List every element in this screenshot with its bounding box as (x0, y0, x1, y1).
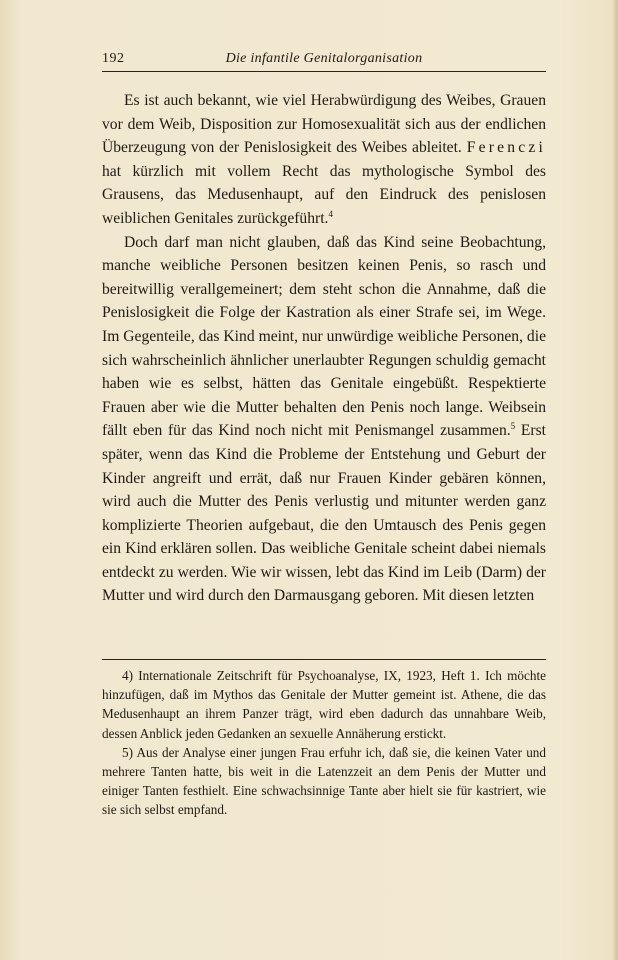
paragraph-2-text-a: Doch darf man nicht glauben, daß das Kind seine Beobachtung, manche weibliche Personen besitzen keinen Penis, so rasch und bereitwillig verallgemeinert; dem steht schon die Annahme, daß die Penislosigkeit die Folge der Kastration als einer Strafe sei, im Wege. Im Gegenteile, das Kind meint, nur unwürdige weibliche Personen, die sich wahrscheinlich ähnlicher unerlaubter Regungen schuldig gemacht haben wie es selbst, hätten das Genitale eingebüßt. Respektierte Frauen aber wie die Mutter behalten den Penis noch lange. Weibsein fällt eben für das Kind noch nicht mit Penismangel zusammen. (102, 233, 546, 440)
footnote-ref-4: 4 (328, 208, 333, 219)
footnote-divider (102, 659, 546, 660)
footnotes (102, 666, 546, 820)
main-text (102, 89, 546, 608)
page-header (102, 51, 546, 72)
paragraph-2-text-b: Erst später, wenn das Kind die Probleme der Entstehung und Geburt der Kinder angreift und errät, daß nur Frauen Kinder gebären können, wird auch die Mutter des Penis verlustig und mitunter werden ganz komplizierte Theorien aufgebaut, die den Umtausch des Penis gegen ein Kind erklären sollen. Das weibliche Genitale scheint dabei niemals entdeckt zu werden. Wie wir wissen, lebt das Kind im Leib (Darm) der Mutter und wird durch den Darmausgang geboren. Mit diesen letzten (102, 422, 546, 605)
footnote-ref-5: 5 (510, 421, 516, 432)
footnote-5: 5) Aus der Analyse einer jungen Frau erfuhr ich, daß sie, die keinen Vater und mehrere Tanten hatte, bis weit in die Latenzzeit an dem Penis der Mutter und einiger Tanten festhielt. Eine schwachsinnige Tante aber hielt sie für kastriert, wie sie sich selbst empfand. (102, 744, 546, 818)
page-number: 192 (102, 51, 125, 66)
footnote-4: 4) Internationale Zeitschrift für Psychoanalyse, IX, 1923, Heft 1. Ich möchte hinzufügen, daß im Mythos das Genitale der Mutter gemeint ist. Athene, die das Medusenhaupt an ihrem Panzer trägt, wird eben dadurch das unnahbare Weib, dessen Anblick jeden Gedanken an sexuelle Annäherung erstickt. (102, 668, 546, 741)
paragraph-2 (102, 231, 546, 609)
paragraph-1-text-b: hat kürzlich mit vollem Recht das mythologische Symbol des Grausens, das Medusenhaupt, auf den Eindruck des penislosen weiblichen Genitales zurückgeführt. (102, 162, 546, 227)
author-name-ferenczi: Ferenczi (466, 139, 546, 157)
page-edge-shadow (612, 0, 618, 960)
running-title: Die infantile Genitalorganisation (225, 51, 423, 66)
paragraph-1 (102, 89, 546, 231)
paragraph-1-text-a: Es ist auch bekannt, wie viel Herabwürdigung des Weibes, Grauen vor dem Weib, Disposition zur Homosexualität sich aus der endlichen Überzeugung von der Penislosigkeit des Weibes ableitet. (102, 92, 546, 157)
